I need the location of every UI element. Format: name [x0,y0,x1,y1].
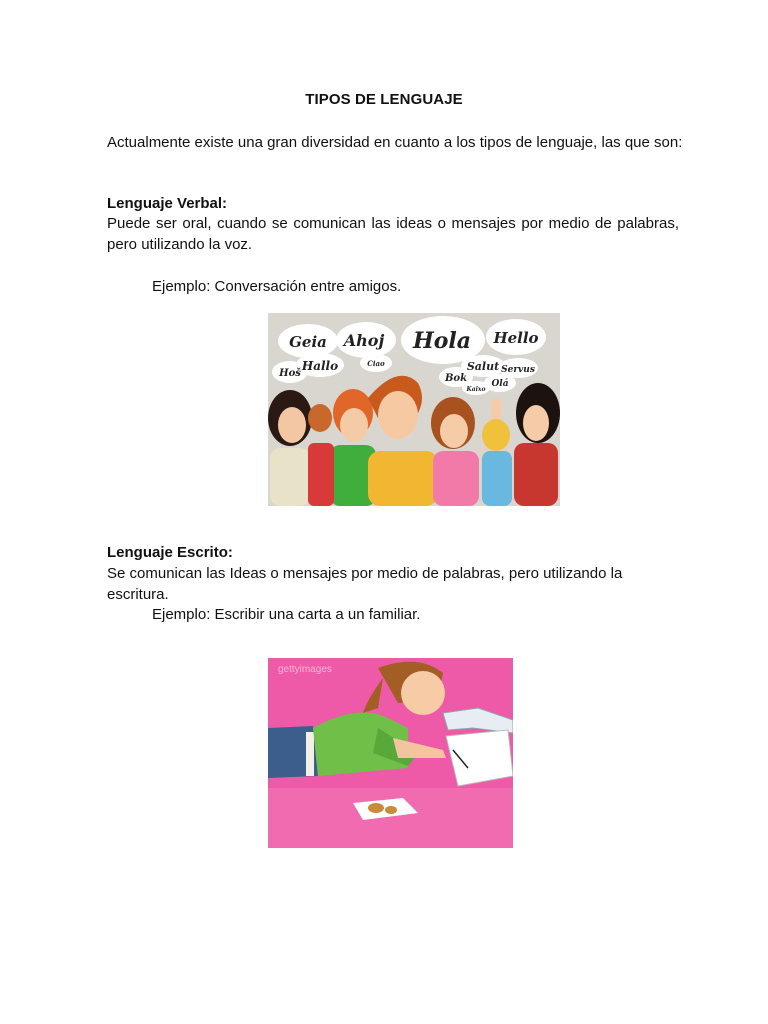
section-body-written: Se comunican las Ideas o mensajes por medio de palabras, pero utilizando la escritura. [107,565,623,603]
greeting-hos: Hoš [279,368,301,379]
getty-watermark: gettyimages [278,664,332,675]
greeting-servus: Servus [501,365,535,375]
greeting-ahoj: Ahoj [343,331,385,350]
section-body-verbal: Puede ser oral, cuando se comunican las ideas o mensajes por medio de palabras, pero utilizando la voz. [107,215,679,253]
greeting-ciao: Ciao [367,359,385,368]
greeting-geia: Geia [289,333,327,351]
section-example-written: Ejemplo: Escribir una carta a un familiar. [152,606,421,623]
greeting-bok: Bok [444,373,468,384]
page-title: TIPOS DE LENGUAJE [305,91,463,108]
written-language-illustration [268,658,513,848]
greeting-hola: Hola [412,328,472,354]
greeting-hello: Hello [493,329,539,347]
greeting-salut: Salut [466,360,500,373]
verbal-language-illustration [268,313,560,506]
greeting-kaixo: Kaixo [466,386,486,393]
section-example-verbal: Ejemplo: Conversación entre amigos. [152,278,402,295]
intro-paragraph: Actualmente existe una gran diversidad en cuanto a los tipos de lenguaje, las que son: [107,134,683,151]
greeting-ola: Olá [491,379,509,389]
greeting-hallo: Hallo [301,359,339,373]
section-heading-verbal: Lenguaje Verbal: [107,195,228,212]
section-heading-written: Lenguaje Escrito: [107,544,233,561]
